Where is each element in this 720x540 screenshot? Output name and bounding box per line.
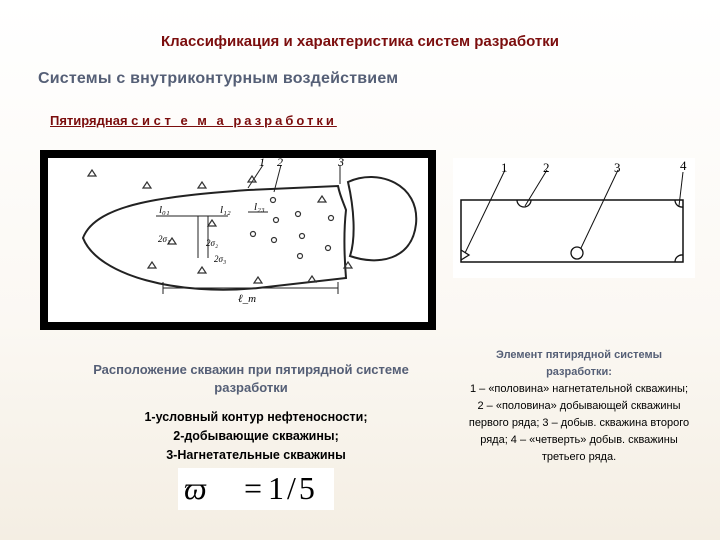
well-layout-figure <box>40 150 436 330</box>
dim-2sigma1: 2σ₁ <box>158 234 171 244</box>
right-figure-caption <box>467 347 691 466</box>
dim-l23: l₂₃ <box>254 201 265 213</box>
element-label-3: 3 <box>614 160 621 175</box>
label-1: 1 <box>259 158 265 169</box>
formula-value: 1/5 <box>268 470 318 506</box>
dim-2sigma2: 2σ₂ <box>206 238 219 248</box>
figure-legend <box>86 408 426 465</box>
system-name-part-b: т е м а разработки <box>164 113 337 128</box>
legend-item-contour: 1-условный контур нефтеносности; <box>144 410 368 424</box>
element-label-1: 1 <box>501 160 508 175</box>
formula-symbol: ϖ <box>184 470 207 506</box>
well-ratio-formula <box>178 468 334 510</box>
system-name-part-a: Пятирядная с и с <box>50 113 165 128</box>
legend-item-injection: 3-Нагнетательные скважины <box>166 448 346 462</box>
dim-lt: ℓ_т <box>238 293 257 305</box>
right-caption-heading: Элемент пятирядной системы разработки: <box>496 349 662 378</box>
formula-equals: = <box>244 470 263 506</box>
system-element-figure <box>453 158 695 278</box>
system-element-diagram <box>453 158 695 278</box>
dim-l01: l₀₁ <box>159 204 170 216</box>
half-injection-well <box>461 250 469 260</box>
legend-item-production: 2-добывающие скважины; <box>173 429 339 443</box>
left-figure-caption: Расположение скважин при пятирядной системе разработки <box>93 362 409 395</box>
dim-2sigma3: 2σ₃ <box>214 254 227 264</box>
right-caption-body: 1 – «половина» нагнетательной скважины; 2 – «половина» добывающей скважины первого ряда; 3 – добыв. скважина второго ряда; 4 – «четверть» добыв. скважины третьего ряда. <box>468 383 690 463</box>
element-rectangle <box>461 200 683 262</box>
dim-l12: l₁₂ <box>220 204 231 216</box>
quarter-well-bottom-right <box>675 255 683 262</box>
half-production-well <box>517 200 531 207</box>
contour-lobe <box>348 177 416 260</box>
slide-subtitle: Системы с внутриконтурным воздействием <box>38 70 399 87</box>
system-name <box>50 113 337 128</box>
element-label-2: 2 <box>543 160 550 175</box>
well-layout-diagram <box>48 158 428 322</box>
label-3: 3 <box>338 158 344 169</box>
label-2: 2 <box>277 158 283 169</box>
production-well-second-row <box>571 247 583 259</box>
element-label-4: 4 <box>680 158 687 173</box>
slide-title: Классификация и характеристика систем разработки <box>160 33 559 50</box>
